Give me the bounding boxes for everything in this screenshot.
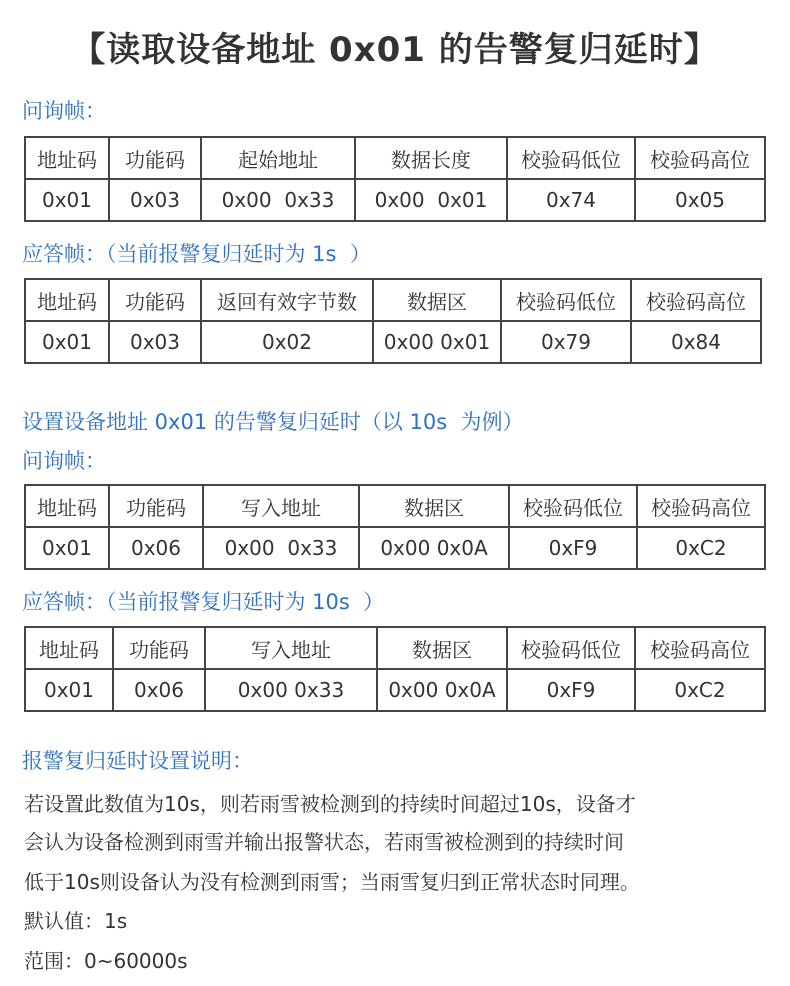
table-cell: 0x00 0x33	[205, 669, 377, 711]
table-header-cell: 起始地址	[201, 137, 355, 179]
table-cell: 0x06	[113, 669, 205, 711]
table-cell: 0xF9	[509, 527, 637, 569]
write-query-label: 问询帧：	[22, 449, 106, 473]
table-cell: 0xF9	[507, 669, 635, 711]
table-row	[25, 179, 765, 221]
table-header-cell: 功能码	[109, 137, 201, 179]
table-row	[25, 527, 765, 569]
table-header-cell: 数据区	[373, 279, 501, 321]
write-query-table	[24, 484, 766, 570]
table-header-cell: 写入地址	[203, 485, 359, 527]
table-cell: 0x01	[25, 179, 109, 221]
table-row	[25, 669, 765, 711]
table-header-cell: 返回有效字节数	[201, 279, 373, 321]
table-header-cell: 校验码低位	[509, 485, 637, 527]
table-header-cell: 数据长度	[355, 137, 507, 179]
table-header-cell: 数据区	[359, 485, 509, 527]
value-range: 范围：0~60000s	[24, 949, 188, 973]
table-cell: 0x00 0x0A	[359, 527, 509, 569]
notes-heading: 报警复归延时设置说明：	[22, 749, 253, 773]
table-header-cell: 校验码低位	[507, 627, 635, 669]
read-response-label: 应答帧：（当前报警复归延时为 1s ）	[22, 242, 371, 266]
table-header-cell: 写入地址	[205, 627, 377, 669]
table-cell: 0x05	[635, 179, 765, 221]
table-header-cell: 功能码	[109, 279, 201, 321]
table-cell: 0x01	[25, 669, 113, 711]
table-cell: 0x03	[109, 321, 201, 363]
table-row	[25, 321, 761, 363]
table-cell: 0x00 0x33	[203, 527, 359, 569]
table-header-cell: 校验码高位	[635, 137, 765, 179]
table-header-cell: 校验码低位	[507, 137, 635, 179]
table-header-row	[25, 137, 765, 179]
table-cell: 0x74	[507, 179, 635, 221]
read-response-table	[24, 278, 762, 364]
table-cell: 0x00 0x33	[201, 179, 355, 221]
write-response-table	[24, 626, 766, 712]
table-header-cell: 地址码	[25, 485, 109, 527]
table-header-cell: 地址码	[25, 279, 109, 321]
table-cell: 0x06	[109, 527, 203, 569]
table-header-cell: 校验码低位	[501, 279, 631, 321]
default-value: 默认值：1s	[24, 909, 128, 933]
table-header-cell: 校验码高位	[635, 627, 765, 669]
table-cell: 0x00 0x01	[373, 321, 501, 363]
table-header-cell: 校验码高位	[631, 279, 761, 321]
table-header-cell: 功能码	[109, 485, 203, 527]
page-title: 【读取设备地址 0x01 的告警复归延时】	[71, 30, 719, 70]
table-header-cell: 数据区	[377, 627, 507, 669]
table-cell: 0x01	[25, 527, 109, 569]
table-header-cell: 校验码高位	[637, 485, 765, 527]
table-header-row	[25, 485, 765, 527]
table-cell: 0x84	[631, 321, 761, 363]
table-header-row	[25, 279, 761, 321]
write-section-label: 设置设备地址 0x01 的告警复归延时（以 10s 为例）	[22, 410, 524, 434]
table-cell: 0x79	[501, 321, 631, 363]
table-cell: 0x02	[201, 321, 373, 363]
table-cell: 0xC2	[637, 527, 765, 569]
table-cell: 0xC2	[635, 669, 765, 711]
table-cell: 0x00 0x01	[355, 179, 507, 221]
table-header-cell: 地址码	[25, 627, 113, 669]
read-query-label: 问询帧：	[22, 99, 106, 123]
table-cell: 0x01	[25, 321, 109, 363]
read-query-table	[24, 136, 766, 222]
table-cell: 0x00 0x0A	[377, 669, 507, 711]
notes-line: 若设置此数值为10s，则若雨雪被检测到的持续时间超过10s，设备才	[24, 792, 636, 816]
table-header-cell: 功能码	[113, 627, 205, 669]
table-header-row	[25, 627, 765, 669]
write-response-label: 应答帧：（当前报警复归延时为 10s ）	[22, 590, 385, 614]
table-header-cell: 地址码	[25, 137, 109, 179]
table-cell: 0x03	[109, 179, 201, 221]
notes-line: 低于10s则设备认为没有检测到雨雪；当雨雪复归到正常状态时同理。	[24, 870, 640, 894]
notes-line: 会认为设备检测到雨雪并输出报警状态，若雨雪被检测到的持续时间	[24, 830, 624, 854]
